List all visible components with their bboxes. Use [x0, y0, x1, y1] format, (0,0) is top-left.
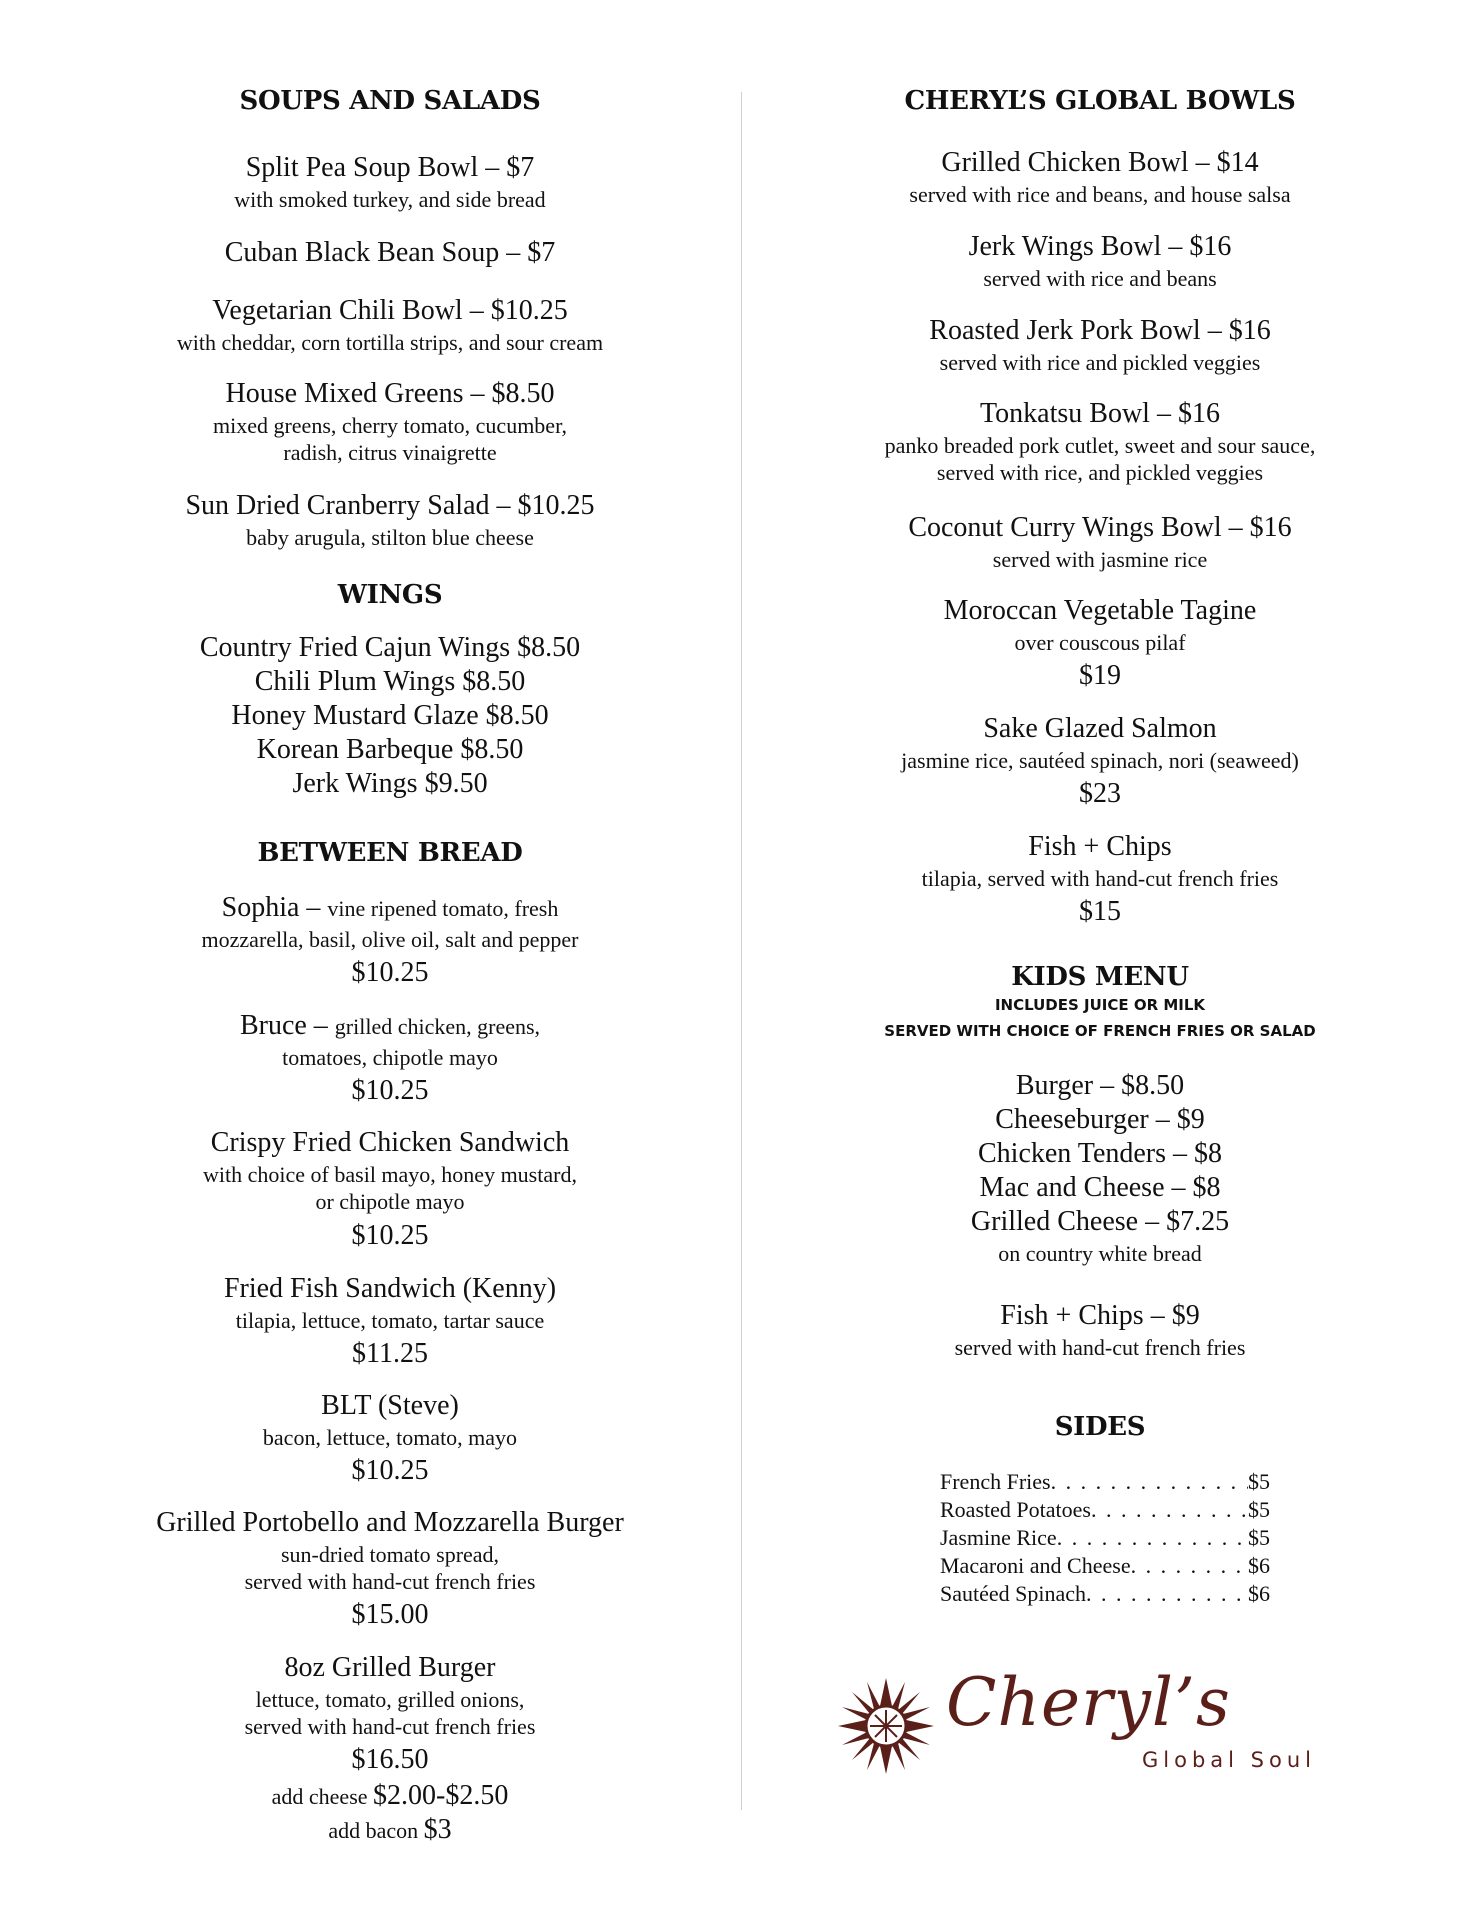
bruce-name: Bruce – — [239, 1010, 328, 1041]
side-item — [940, 1524, 1270, 1552]
menu-item-title: Grilled Portobello and Mozzarella Burger — [156, 1507, 624, 1538]
menu-item-desc: served with hand-cut french fries — [244, 1569, 536, 1594]
sophia-title — [100, 892, 680, 924]
menu-item-desc: on country white bread — [998, 1241, 1202, 1266]
bowls-heading: CHERYL’S GLOBAL BOWLS — [904, 86, 1296, 116]
menu-item-desc: served with rice and pickled veggies — [939, 350, 1261, 375]
menu-item-desc: served with rice, and pickled veggies — [936, 460, 1264, 485]
kids-item: Fish + Chips – $9 — [1000, 1300, 1200, 1331]
side-item — [940, 1496, 1270, 1524]
soups-heading: SOUPS AND SALADS — [239, 86, 541, 116]
menu-item-title: Split Pea Soup Bowl – $7 — [245, 152, 535, 183]
menu-item-desc: tilapia, served with hand-cut french fries — [921, 866, 1279, 891]
addon-price: $3 — [423, 1814, 452, 1845]
menu-item-title: Fried Fish Sandwich (Kenny) — [223, 1273, 557, 1304]
menu-item-desc: served with rice and beans, and house salsa — [909, 182, 1291, 207]
side-name: Macaroni and Cheese — [940, 1553, 1131, 1578]
leader-dots — [1057, 1524, 1248, 1552]
side-price: $5 — [1248, 1469, 1270, 1494]
menu-item-price: $23 — [1079, 778, 1121, 809]
logo-wordmark: Cheryl’s — [946, 1664, 1231, 1741]
side-price: $6 — [1248, 1581, 1270, 1606]
menu-item-desc: radish, citrus vinaigrette — [283, 440, 497, 465]
wing-item: Jerk Wings $9.50 — [292, 768, 488, 799]
leader-dots — [1131, 1552, 1248, 1580]
menu-item-desc: or chipotle mayo — [315, 1189, 465, 1214]
menu-item-title: Coconut Curry Wings Bowl – $16 — [908, 512, 1292, 543]
side-name: Jasmine Rice — [940, 1525, 1057, 1550]
menu-item-desc: with smoked turkey, and side bread — [234, 187, 546, 212]
sophia-name: Sophia – — [221, 892, 321, 923]
menu-item-desc: sun-dried tomato spread, — [280, 1542, 500, 1567]
sophia-desc: vine ripened tomato, fresh — [327, 896, 559, 921]
kids-item: Grilled Cheese – $7.25 — [970, 1206, 1230, 1237]
sides-list — [940, 1468, 1270, 1608]
kids-item: Cheeseburger – $9 — [995, 1104, 1205, 1135]
menu-item-title: Sun Dried Cranberry Salad – $10.25 — [185, 490, 595, 521]
menu-item-desc: tilapia, lettuce, tomato, tartar sauce — [235, 1308, 545, 1333]
side-name: Sautéed Spinach — [940, 1581, 1087, 1606]
wing-item: Korean Barbeque $8.50 — [256, 734, 524, 765]
menu-item-desc: served with hand-cut french fries — [244, 1714, 536, 1739]
kids-item: Mac and Cheese – $8 — [979, 1172, 1221, 1203]
side-price: $5 — [1248, 1497, 1270, 1522]
menu-item-price: $15.00 — [351, 1599, 429, 1630]
menu-item-title: Crispy Fried Chicken Sandwich — [210, 1127, 570, 1158]
bruce-title — [100, 1010, 680, 1042]
addon-bacon — [100, 1814, 680, 1846]
addon-label: add cheese — [271, 1784, 368, 1809]
sunburst-icon — [836, 1676, 936, 1776]
menu-item-desc: lettuce, tomato, grilled onions, — [255, 1687, 525, 1712]
kids-item: Chicken Tenders – $8 — [977, 1138, 1223, 1169]
kids-item: Burger – $8.50 — [1015, 1070, 1185, 1101]
addon-price: $2.00-$2.50 — [373, 1780, 509, 1811]
side-price: $5 — [1248, 1525, 1270, 1550]
wing-item: Country Fried Cajun Wings $8.50 — [199, 632, 581, 663]
menu-item-desc: served with rice and beans — [983, 266, 1217, 291]
leader-dots — [1091, 1496, 1248, 1524]
menu-item-desc: baby arugula, stilton blue cheese — [246, 525, 534, 550]
kids-subheading: INCLUDES JUICE OR MILK — [994, 996, 1206, 1014]
side-name: Roasted Potatoes — [940, 1497, 1091, 1522]
sides-heading: SIDES — [1054, 1412, 1146, 1442]
menu-item-desc: panko breaded pork cutlet, sweet and sour sauce, — [884, 433, 1316, 458]
bruce-desc: grilled chicken, greens, — [334, 1014, 541, 1039]
menu-item-price: $10.25 — [351, 957, 429, 988]
menu-item-desc: with cheddar, corn tortilla strips, and sour cream — [176, 330, 604, 355]
between-bread-heading: BETWEEN BREAD — [257, 838, 523, 868]
side-item — [940, 1580, 1270, 1608]
logo-tagline: Global Soul — [1142, 1748, 1316, 1772]
wing-item: Chili Plum Wings $8.50 — [254, 666, 526, 697]
menu-item-desc: jasmine rice, sautéed spinach, nori (seaweed) — [901, 748, 1299, 773]
wings-heading: WINGS — [337, 580, 443, 610]
menu-item-desc: served with jasmine rice — [992, 547, 1208, 572]
side-name: French Fries — [940, 1469, 1051, 1494]
kids-heading: KIDS MENU — [1011, 962, 1189, 992]
menu-item-price: $10.25 — [351, 1455, 429, 1486]
wing-item: Honey Mustard Glaze $8.50 — [231, 700, 549, 731]
menu-item-price: $19 — [1079, 660, 1121, 691]
side-item — [940, 1468, 1270, 1496]
menu-item-title: Vegetarian Chili Bowl – $10.25 — [212, 295, 568, 326]
menu-item-price: $10.25 — [351, 1075, 429, 1106]
menu-item-price: $11.25 — [352, 1338, 428, 1369]
leader-dots — [1086, 1580, 1248, 1608]
menu-item-title: 8oz Grilled Burger — [284, 1652, 496, 1683]
menu-item-desc: tomatoes, chipotle mayo — [282, 1045, 498, 1070]
menu-item-desc: mozzarella, basil, olive oil, salt and pepper — [201, 927, 579, 952]
cheryls-logo — [836, 1652, 1316, 1802]
addon-label: add bacon — [328, 1818, 419, 1843]
menu-item-desc: over couscous pilaf — [1014, 630, 1186, 655]
menu-item-title: Jerk Wings Bowl – $16 — [968, 231, 1232, 262]
menu-item-title: Cuban Black Bean Soup – $7 — [224, 237, 556, 268]
menu-item-desc: with choice of basil mayo, honey mustard, — [203, 1162, 577, 1187]
menu-item-title: Roasted Jerk Pork Bowl – $16 — [929, 315, 1271, 346]
menu-item-title: Moroccan Vegetable Tagine — [943, 595, 1257, 626]
menu-item-price: $10.25 — [351, 1220, 429, 1251]
column-divider — [741, 92, 742, 1810]
menu-item-desc: mixed greens, cherry tomato, cucumber, — [212, 413, 568, 438]
menu-item-title: House Mixed Greens – $8.50 — [225, 378, 555, 409]
leader-dots — [1051, 1468, 1248, 1496]
menu-item-title: BLT (Steve) — [321, 1390, 459, 1421]
addon-cheese — [100, 1780, 680, 1812]
menu-item-price: $16.50 — [351, 1744, 429, 1775]
side-item — [940, 1552, 1270, 1580]
menu-item-title: Tonkatsu Bowl – $16 — [980, 398, 1220, 429]
menu-item-title: Sake Glazed Salmon — [983, 713, 1217, 744]
menu-item-title: Fish + Chips — [1028, 831, 1172, 862]
side-price: $6 — [1248, 1553, 1270, 1578]
menu-item-title: Grilled Chicken Bowl – $14 — [941, 147, 1259, 178]
menu-item-desc: served with hand-cut french fries — [954, 1335, 1246, 1360]
kids-subheading: SERVED WITH CHOICE OF FRENCH FRIES OR SALAD — [884, 1022, 1316, 1040]
menu-item-desc: bacon, lettuce, tomato, mayo — [262, 1425, 518, 1450]
menu-item-price: $15 — [1079, 896, 1121, 927]
